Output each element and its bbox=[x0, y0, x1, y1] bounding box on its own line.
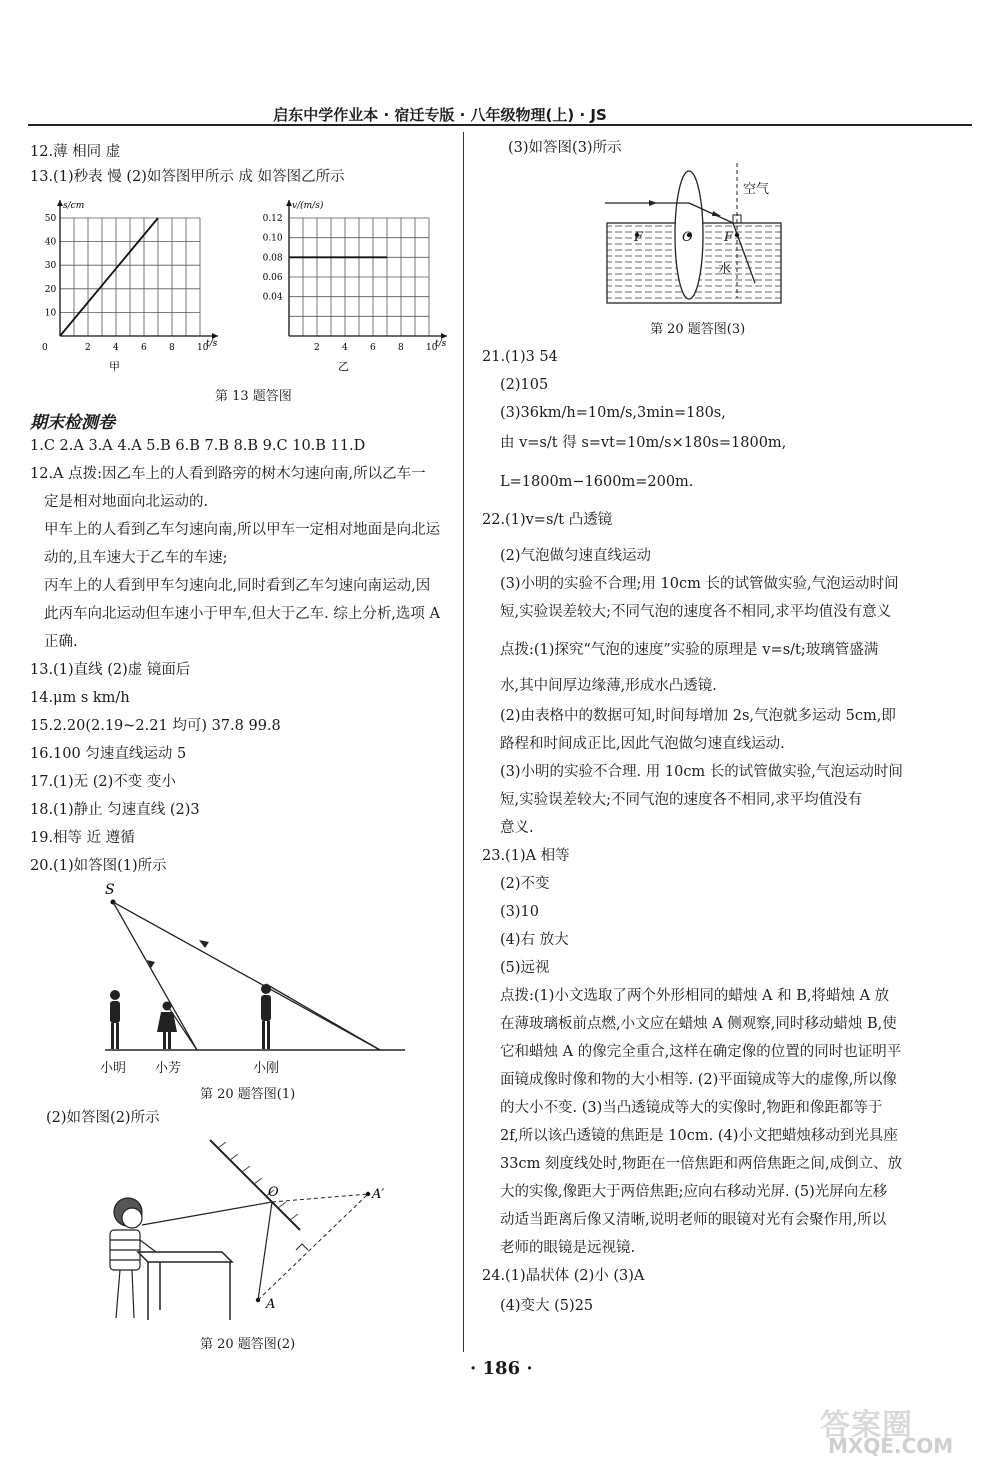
answer-line: 正确. bbox=[44, 634, 78, 650]
y-tick-label: 40 bbox=[44, 237, 57, 248]
label-S: S bbox=[105, 882, 115, 898]
x-tick-label: 6 bbox=[370, 343, 376, 353]
y-tick-label: 0.10 bbox=[262, 233, 283, 244]
x-tick-label: 4 bbox=[113, 343, 119, 353]
answer-line: 33cm 刻度线处时,物距在一倍焦距和两倍焦距之间,成倒立、放 bbox=[500, 1156, 903, 1172]
answer-line: (2)105 bbox=[500, 377, 549, 393]
answer-line: 15.2.20(2.19~2.21 均可) 37.8 99.8 bbox=[30, 718, 281, 734]
label-f1: F bbox=[634, 230, 644, 245]
answer-line: 短,实验误差较大;不同气泡的速度各不相同,求平均值没有意义 bbox=[500, 604, 892, 620]
label-air: 空气 bbox=[743, 182, 770, 197]
answer-line: 定是相对地面向北运动的. bbox=[44, 494, 209, 510]
answer-line: 丙车上的人看到甲车匀速向北,同时看到乙车匀速向南运动,因 bbox=[44, 578, 431, 594]
y-axis-label: s/cm bbox=[63, 201, 85, 211]
svg-text:A: A bbox=[266, 1297, 276, 1312]
x-tick-label: 6 bbox=[141, 343, 147, 353]
answer-line: 19.相等 近 遵循 bbox=[30, 830, 135, 846]
x-axis-label: t/s bbox=[206, 339, 218, 349]
answer-line: (2)由表格中的数据可知,时间每增加 2s,气泡就多运动 5cm,即 bbox=[500, 708, 896, 724]
answer-q20-2: (2)如答图(2)所示 bbox=[46, 1110, 160, 1126]
answer-line: (4)右 放大 bbox=[500, 932, 569, 948]
answer-line: 此丙车向北运动但车速小于甲车,但大于乙车. 综上分析,选项 A bbox=[44, 606, 441, 622]
person-label: 小刚 bbox=[253, 1061, 280, 1076]
figure-20-1 bbox=[95, 880, 415, 1080]
table bbox=[138, 1252, 232, 1320]
person-xiaoming bbox=[110, 990, 120, 1049]
answer-line: (2)气泡做匀速直线运动 bbox=[500, 548, 652, 564]
label-water: 水 bbox=[718, 262, 732, 277]
page-number: · 186 · bbox=[470, 1358, 533, 1379]
answer-line: 甲车上的人看到乙车匀速向南,所以甲车一定相对地面是向北运 bbox=[44, 522, 441, 538]
answer-line: (4)变大 (5)25 bbox=[500, 1298, 594, 1314]
answer-line: 13.(1)直线 (2)虚 镜面后 bbox=[30, 662, 191, 678]
answer-line: 1.C 2.A 3.A 4.A 5.B 6.B 7.B 8.B 9.C 10.B 11.D bbox=[30, 438, 366, 454]
answer-line: 面镜成像时像和物的大小相等. (2)平面镜成等大的虚像,所以像 bbox=[500, 1072, 897, 1088]
svg-text:O: O bbox=[268, 1185, 279, 1200]
x-tick-label: 8 bbox=[169, 343, 175, 353]
answer-line: (3)10 bbox=[500, 904, 539, 920]
answer-line: 14.μm s km/h bbox=[30, 690, 130, 706]
person-xiaogang bbox=[261, 984, 271, 1049]
y-tick-label: 0.08 bbox=[262, 253, 283, 264]
answer-line: 的大小不变. (3)当凸透镜成等大的实像时,物距和像距都等于 bbox=[500, 1100, 883, 1116]
answer-line: 18.(1)静止 匀速直线 (2)3 bbox=[30, 802, 200, 818]
x-tick-label: 8 bbox=[398, 343, 404, 353]
y-tick-label: 30 bbox=[44, 261, 57, 272]
answer-line: 2f,所以该凸透镜的焦距是 10cm. (4)小文把蜡烛移动到光具座 bbox=[500, 1128, 898, 1144]
answer-line: 在薄玻璃板前点燃,小文应在蜡烛 A 侧观察,同时移动蜡烛 B,使 bbox=[500, 1016, 897, 1032]
answer-line: 意义. bbox=[500, 820, 534, 836]
chart-title: 乙 bbox=[338, 360, 349, 373]
answer-line: (3)36km/h=10m/s,3min=180s, bbox=[500, 405, 726, 421]
answer-line: (3)小明的实验不合理. 用 10cm 长的试管做实验,气泡运动时间 bbox=[500, 764, 903, 780]
fig20-2-caption: 第 20 题答图(2) bbox=[200, 1337, 296, 1352]
answer-q20-3: (3)如答图(3)所示 bbox=[508, 140, 622, 156]
x-tick-label: 2 bbox=[314, 343, 320, 353]
fig20-3-caption: 第 20 题答图(3) bbox=[650, 322, 746, 337]
answer-line: 水,其中间厚边缘薄,形成水凸透镜. bbox=[500, 678, 717, 694]
answer-line: 24.(1)晶状体 (2)小 (3)A bbox=[482, 1268, 645, 1284]
x-tick-label: 4 bbox=[342, 343, 348, 353]
answer-line: 由 v=s/t 得 s=vt=10m/s×180s=1800m, bbox=[500, 435, 787, 451]
y-tick-label: 0.06 bbox=[262, 273, 283, 283]
chart-title: 甲 bbox=[109, 360, 120, 373]
answer-line: 动的,且车速大于乙车的车速; bbox=[44, 550, 228, 566]
x-tick-label: 10 bbox=[426, 343, 438, 353]
answer-line: 20.(1)如答图(1)所示 bbox=[30, 858, 167, 874]
y-axis-label: v/(m/s) bbox=[292, 201, 324, 211]
answer-line: 点拨:(1)小文选取了两个外形相同的蜡烛 A 和 B,将蜡烛 A 放 bbox=[500, 988, 890, 1004]
y-tick-label: 50 bbox=[44, 214, 57, 224]
answer-line: 22.(1)v=s/t 凸透镜 bbox=[482, 512, 613, 528]
answer-line: L=1800m−1600m=200m. bbox=[500, 474, 694, 490]
answer-q13: 13.(1)秒表 慢 (2)如答图甲所示 成 如答图乙所示 bbox=[30, 169, 345, 185]
y-tick-label: 0.04 bbox=[262, 292, 283, 303]
section-title: 期末检测卷 bbox=[30, 413, 115, 433]
chart-jia bbox=[30, 200, 245, 380]
answer-line: 21.(1)3 54 bbox=[482, 349, 558, 365]
answer-line: 短,实验误差较大;不同气泡的速度各不相同,求平均值没有 bbox=[500, 792, 863, 808]
chart-yi bbox=[255, 200, 465, 380]
answer-line: 老师的眼镜是远视镜. bbox=[500, 1240, 636, 1256]
x-axis-label: t/s bbox=[435, 339, 447, 349]
x-tick-label: 2 bbox=[85, 343, 91, 353]
y-tick-label: 0.12 bbox=[262, 214, 283, 224]
label-o: O bbox=[682, 230, 693, 245]
answer-line: 点拨:(1)探究“气泡的速度”实验的原理是 v=s/t;玻璃管盛满 bbox=[500, 642, 879, 658]
answer-line: 它和蜡烛 A 的像完全重合,这样在确定像的位置的同时也证明平 bbox=[500, 1044, 902, 1060]
figure13-caption: 第 13 题答图 bbox=[215, 389, 292, 404]
figure-20-2 bbox=[100, 1130, 410, 1330]
x-tick-label: 0 bbox=[42, 343, 48, 353]
series-line bbox=[60, 218, 158, 336]
answer-q12: 12.薄 相同 虚 bbox=[30, 144, 121, 160]
answer-line: (3)小明的实验不合理;用 10cm 长的试管做实验,气泡运动时间 bbox=[500, 576, 899, 592]
svg-text:A′: A′ bbox=[372, 1187, 385, 1202]
answer-line: 23.(1)A 相等 bbox=[482, 848, 570, 864]
watermark-logo: 答案圈 bbox=[820, 1408, 913, 1443]
label-f2: F bbox=[724, 230, 734, 245]
fig20-1-caption: 第 20 题答图(1) bbox=[200, 1087, 296, 1102]
answer-line: 16.100 匀速直线运动 5 bbox=[30, 746, 187, 762]
answer-line: 12.A 点拨:因乙车上的人看到路旁的树木匀速向南,所以乙车一 bbox=[30, 466, 426, 482]
person-label: 小明 bbox=[100, 1061, 127, 1076]
header-rule bbox=[28, 124, 972, 126]
page-header: 启东中学作业本 · 宿迁专版 · 八年级物理(上) · JS bbox=[273, 106, 607, 124]
watermark-url: MXQE.COM bbox=[828, 1434, 954, 1458]
answer-line: 17.(1)无 (2)不变 变小 bbox=[30, 774, 176, 790]
answer-line: (5)远视 bbox=[500, 960, 550, 976]
answer-line: 路程和时间成正比,因此气泡做匀速直线运动. bbox=[500, 736, 785, 752]
y-tick-label: 10 bbox=[44, 308, 57, 319]
y-tick-label: 20 bbox=[44, 284, 57, 295]
x-tick-label: 10 bbox=[197, 343, 209, 353]
answer-line: 大的实像,像距大于两倍焦距;应向右移动光屏. (5)光屏向左移 bbox=[500, 1184, 888, 1200]
answer-line: (2)不变 bbox=[500, 876, 550, 892]
answer-line: 动适当距离后像又清晰,说明老师的眼镜对光有会聚作用,所以 bbox=[500, 1212, 887, 1228]
person-label: 小芳 bbox=[155, 1061, 182, 1076]
